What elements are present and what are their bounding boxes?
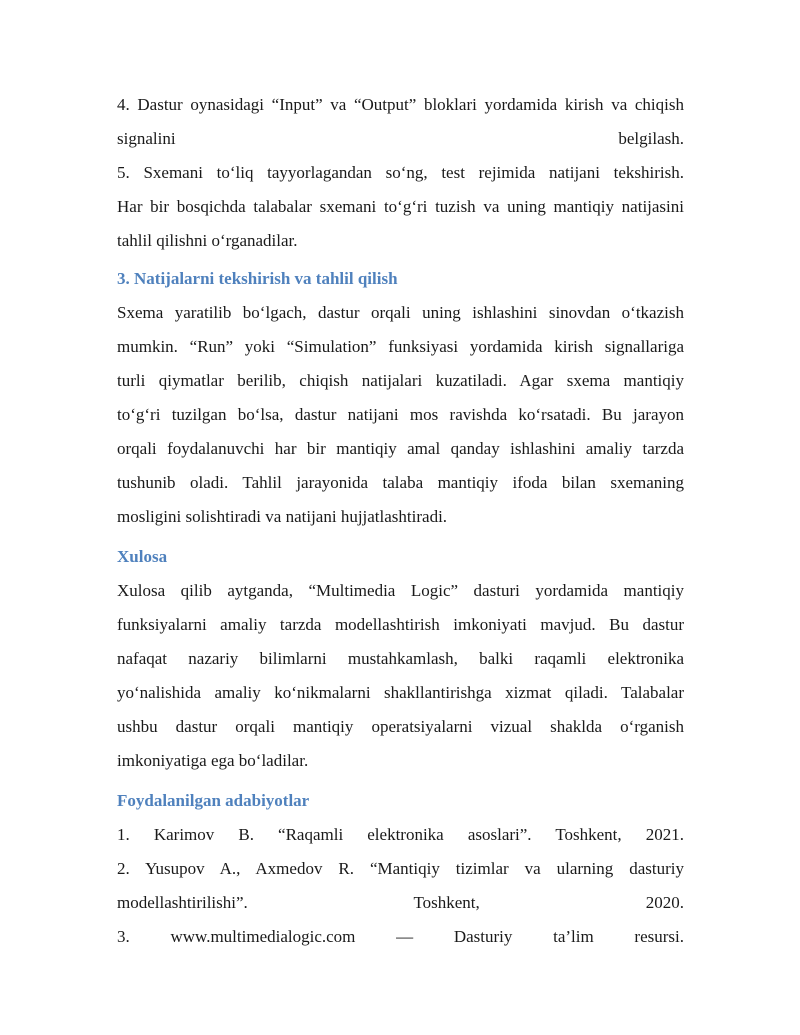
- conclusion-line: Xulosa qilib aytganda, “Multimedia Logic” dasturi yordamida mantiqiy: [117, 581, 684, 600]
- conclusion-line: imkoniyatiga ega bo‘ladilar.: [117, 751, 309, 770]
- step-5-line: 5. Sxemani to‘liq tayyorlagandan so‘ng, test rejimida natijani tekshirish.: [117, 163, 684, 182]
- section-3-line: turli qiymatlar berilib, chiqish natijalari kuzatiladi. Agar sxema mantiqiy: [117, 371, 684, 390]
- section-3-line: Sxema yaratilib bo‘lgach, dastur orqali uning ishlashini sinovdan o‘tkazish: [117, 303, 684, 322]
- steps-summary-line-1: Har bir bosqichda talabalar sxemani to‘g‘ri tuzish va uning mantiqiy natijasini: [117, 197, 684, 216]
- conclusion-heading: Xulosa: [117, 547, 168, 566]
- steps-summary-line-2: tahlil qilishni o‘rganadilar.: [117, 231, 298, 250]
- section-3-line: tushunib oladi. Tahlil jarayonida talaba mantiqiy ifoda bilan sxemaning: [117, 473, 684, 492]
- reference-2-line-1: 2. Yusupov A., Axmedov R. “Mantiqiy tizimlar va ularning dasturiy: [117, 859, 684, 878]
- section-3-line: to‘g‘ri tuzilgan bo‘lsa, dastur natijani mos ravishda ko‘rsatadi. Bu jarayon: [117, 405, 684, 424]
- section-3-line: orqali foydalanuvchi har bir mantiqiy amal qanday ishlashini amaliy tarzda: [117, 439, 684, 458]
- document-page: [117, 88, 684, 954]
- conclusion-line: ushbu dastur orqali mantiqiy operatsiyalarni vizual shaklda o‘rganish: [117, 717, 684, 736]
- step-4-line-1: 4. Dastur oynasidagi “Input” va “Output” bloklari yordamida kirish va chiqish: [117, 95, 684, 114]
- section-3-line: mumkin. “Run” yoki “Simulation” funksiyasi yordamida kirish signallariga: [117, 337, 684, 356]
- conclusion-line: nafaqat nazariy bilimlarni mustahkamlash, balki raqamli elektronika: [117, 649, 684, 668]
- conclusion-line: yo‘nalishida amaliy ko‘nikmalarni shakllantirishga xizmat qiladi. Talabalar: [117, 683, 684, 702]
- step-4-line-2: signalini belgilash.: [117, 129, 684, 148]
- conclusion-line: funksiyalarni amaliy tarzda modellashtirish imkoniyati mavjud. Bu dastur: [117, 615, 684, 634]
- section-3-line: mosligini solishtiradi va natijani hujjatlashtiradi.: [117, 507, 448, 526]
- reference-1: 1. Karimov B. “Raqamli elektronika asoslari”. Toshkent, 2021.: [117, 825, 684, 844]
- references-heading: Foydalanilgan adabiyotlar: [117, 791, 310, 810]
- section-3-heading: 3. Natijalarni tekshirish va tahlil qilish: [117, 269, 398, 288]
- reference-3: 3. www.multimedialogic.com — Dasturiy ta’lim resursi.: [117, 927, 684, 946]
- reference-2-line-2: modellashtirilishi”. Toshkent, 2020.: [117, 893, 684, 912]
